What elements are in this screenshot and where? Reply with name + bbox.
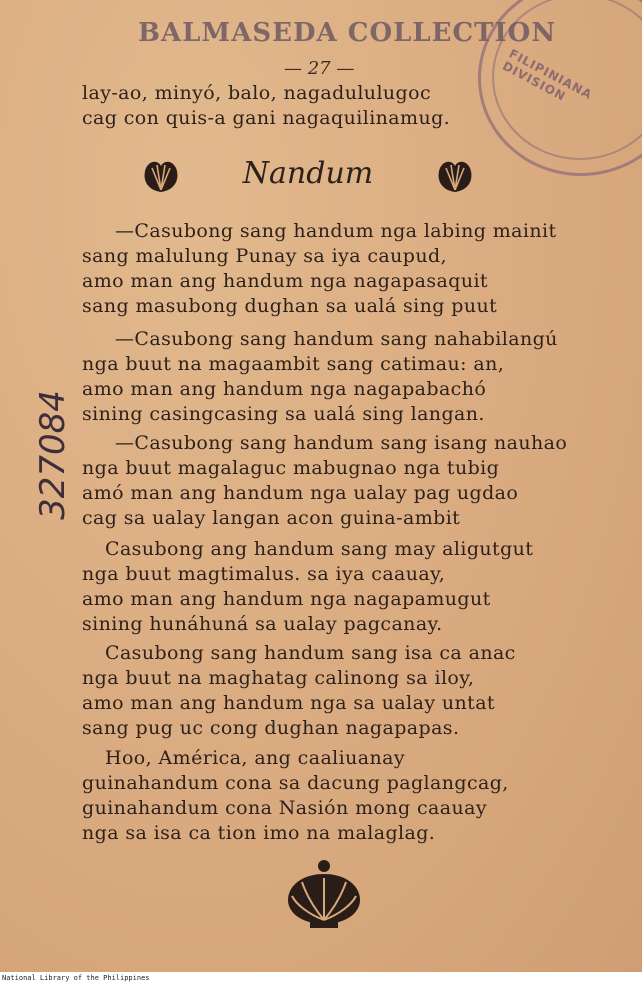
poem-line: amó man ang handum nga ualay pag ugdao [82, 482, 519, 504]
poem-line: —Casubong sang handum sang isang nauhao [115, 432, 568, 454]
poem-line: —Casubong sang handum nga labing mainit [115, 220, 557, 242]
poem-line: guinahandum cona sa dacung paglangcag, [82, 772, 509, 794]
shell-ornament-icon [434, 156, 476, 196]
collection-stamp: BALMASEDA COLLECTION [138, 18, 557, 48]
poem-line: —Casubong sang handum sang nahabilangú [115, 328, 558, 350]
shell-ornament-icon [140, 156, 182, 196]
floral-ornament-icon [284, 858, 364, 932]
page-number: — 27 — [284, 58, 355, 79]
poem-line: amo man ang handum nga nagapabachó [82, 378, 487, 400]
poem-line: guinahandum cona Nasión mong caauay [82, 797, 487, 819]
poem-line: cag sa ualay langan acon guina-ambit [82, 507, 461, 529]
poem-line: Casubong sang handum sang isa ca anac [105, 642, 516, 664]
intro-line: cag con quis-a gani nagaquilinamug. [82, 107, 451, 129]
seal-text: FILIPINIANA DIVISION [500, 46, 595, 104]
library-footer: National Library of the Philippines [2, 974, 150, 982]
poem-line: sining casingcasing sa ualá sing langan. [82, 403, 485, 425]
poem-line: nga buut magalaguc mabugnao nga tubig [82, 457, 500, 479]
poem-line: amo man ang handum nga nagapamugut [82, 588, 491, 610]
poem-line: Hoo, América, ang caaliuanay [105, 747, 405, 769]
poem-line: nga buut na magaambit sang catimau: an, [82, 353, 505, 375]
handwritten-call-number: 327084 [33, 390, 73, 520]
poem-line: sang pug uc cong dughan nagapapas. [82, 717, 460, 739]
poem-line: nga buut na maghatag calinong sa iloy, [82, 667, 475, 689]
poem-line: sining hunáhuná sa ualay pagcanay. [82, 613, 443, 635]
poem-line: amo man ang handum nga sa ualay untat [82, 692, 495, 714]
poem-title: Nandum [242, 156, 374, 191]
poem-line: Casubong ang handum sang may aligutgut [105, 538, 534, 560]
poem-line: nga sa isa ca tion imo na malaglag. [82, 822, 436, 844]
poem-line: sang masubong dughan sa ualá sing puut [82, 295, 498, 317]
poem-line: nga buut magtimalus. sa iya caauay, [82, 563, 446, 585]
poem-line: sang malulung Punay sa iya caupud, [82, 245, 447, 267]
poem-line: amo man ang handum nga nagapasaquit [82, 270, 488, 292]
intro-line: lay-ao, minyó, balo, nagadululugoc [82, 82, 431, 104]
poem-title-row [140, 152, 480, 202]
